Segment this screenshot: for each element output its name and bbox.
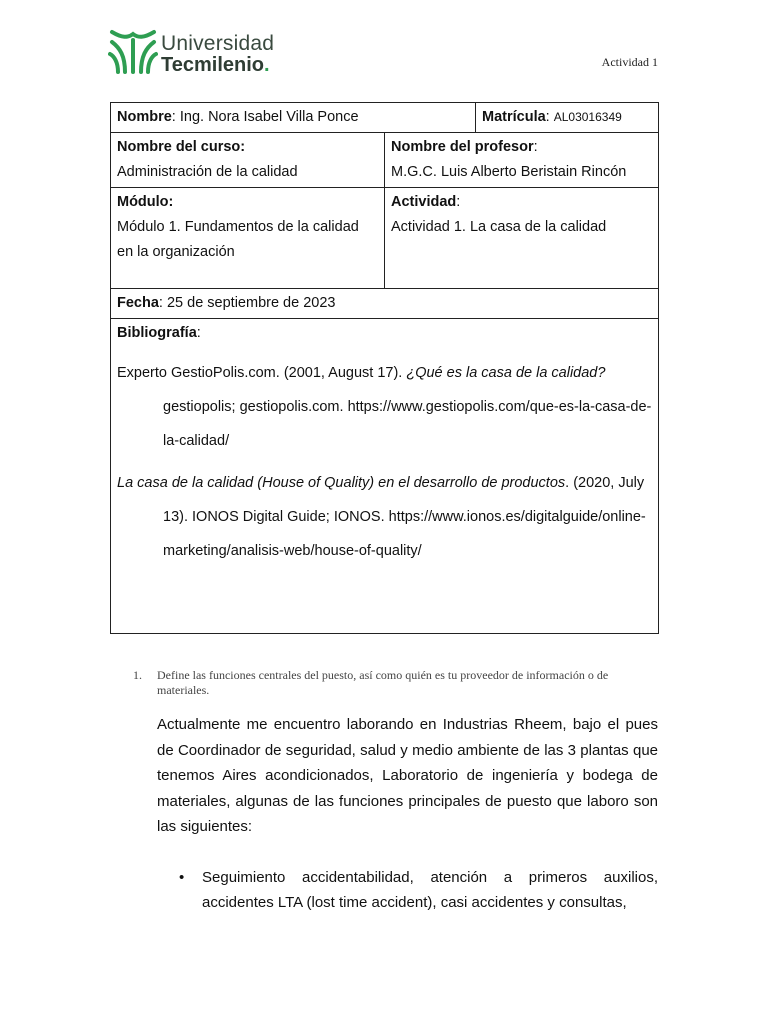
actividad-value: Actividad 1. La casa de la calidad (391, 219, 607, 235)
profesor-value: M.G.C. Luis Alberto Beristain Rincón (391, 164, 627, 180)
tecmilenio-logo-icon (108, 26, 158, 74)
bibliografia-cell (111, 319, 659, 634)
actividad-cell (385, 188, 659, 289)
question-text: Define las funciones centrales del puesto, así como quién es tu proveedor de información o de materiales. (157, 668, 609, 697)
module-row (111, 188, 659, 289)
bibliografia-heading (117, 321, 652, 346)
ref1-author: Experto GestioPolis.com. (2001, August 17). (117, 365, 407, 381)
name-row (111, 103, 659, 133)
reference-1 (117, 356, 652, 458)
reference-2 (117, 466, 652, 568)
answer-paragraph: Actualmente me encuentro laborando en Industrias Rheem, bajo el pues de Coordinador de seguridad, salud y medio ambiente de las 3 plantas que tenemos Aires acondicionados, Laboratorio de ingeniería y bodega de materiales, algunas de las funciones principales de puesto que laboro son las siguientes: (157, 716, 658, 835)
list-item (179, 865, 658, 915)
modulo-cell (111, 188, 385, 289)
question-1 (133, 668, 658, 698)
matricula-sep: : (545, 109, 554, 125)
matricula-cell (476, 103, 659, 133)
ref2-source: . (2020, July 13). IONOS Digital Guide; IONOS. https://www.ionos.es/digitalguide/online-marketing/analisis-web/house-of-quality/ (163, 475, 646, 559)
university-logo (108, 26, 288, 76)
fecha-label: Fecha (117, 295, 159, 311)
curso-cell (111, 133, 385, 188)
profesor-cell (385, 133, 659, 188)
student-info-table (110, 102, 659, 634)
nombre-label: Nombre (117, 109, 172, 125)
logo-line1: Universidad (161, 32, 275, 55)
ref1-source: gestiopolis; gestiopolis.com. https://www.gestiopolis.com/que-es-la-casa-de-la-calidad/ (163, 399, 652, 449)
name-cell (111, 103, 476, 133)
curso-value: Administración de la calidad (117, 164, 298, 180)
modulo-value: Módulo 1. Fundamentos de la calidad en la organización (117, 219, 359, 260)
bullet-symbol: • (179, 869, 185, 886)
question-number: 1. (133, 668, 142, 682)
fecha-cell (111, 289, 659, 319)
bibliography-row (111, 319, 659, 634)
logo-line2: Tecmilenio. (161, 54, 270, 76)
matricula-value: AL03016349 (553, 110, 622, 124)
profesor-label: Nombre del profesor (391, 139, 534, 155)
header-activity-label: Actividad 1 (601, 55, 658, 69)
ref1-title: ¿Qué es la casa de la calidad? (406, 365, 606, 381)
ref2-title: La casa de la calidad (House of Quality) en el desarrollo de productos (117, 475, 566, 491)
bibliografia-sep: : (196, 325, 201, 341)
fecha-value: : 25 de septiembre de 2023 (158, 295, 336, 311)
course-row (111, 133, 659, 188)
curso-label: Nombre del curso: (117, 139, 246, 155)
date-row (111, 289, 659, 319)
matricula-label: Matrícula (482, 109, 546, 125)
actividad-label: Actividad (391, 194, 457, 210)
bibliografia-label: Bibliografía (117, 325, 197, 341)
profesor-sep: : (533, 139, 538, 155)
nombre-value: : Ing. Nora Isabel Villa Ponce (171, 109, 359, 125)
modulo-label: Módulo: (117, 194, 174, 210)
actividad-sep: : (456, 194, 461, 210)
bullet-text: Seguimiento accidentabilidad, atención a primeros auxilios, accidentes LTA (lost time accident), casi accidentes y consultas, (202, 869, 658, 911)
